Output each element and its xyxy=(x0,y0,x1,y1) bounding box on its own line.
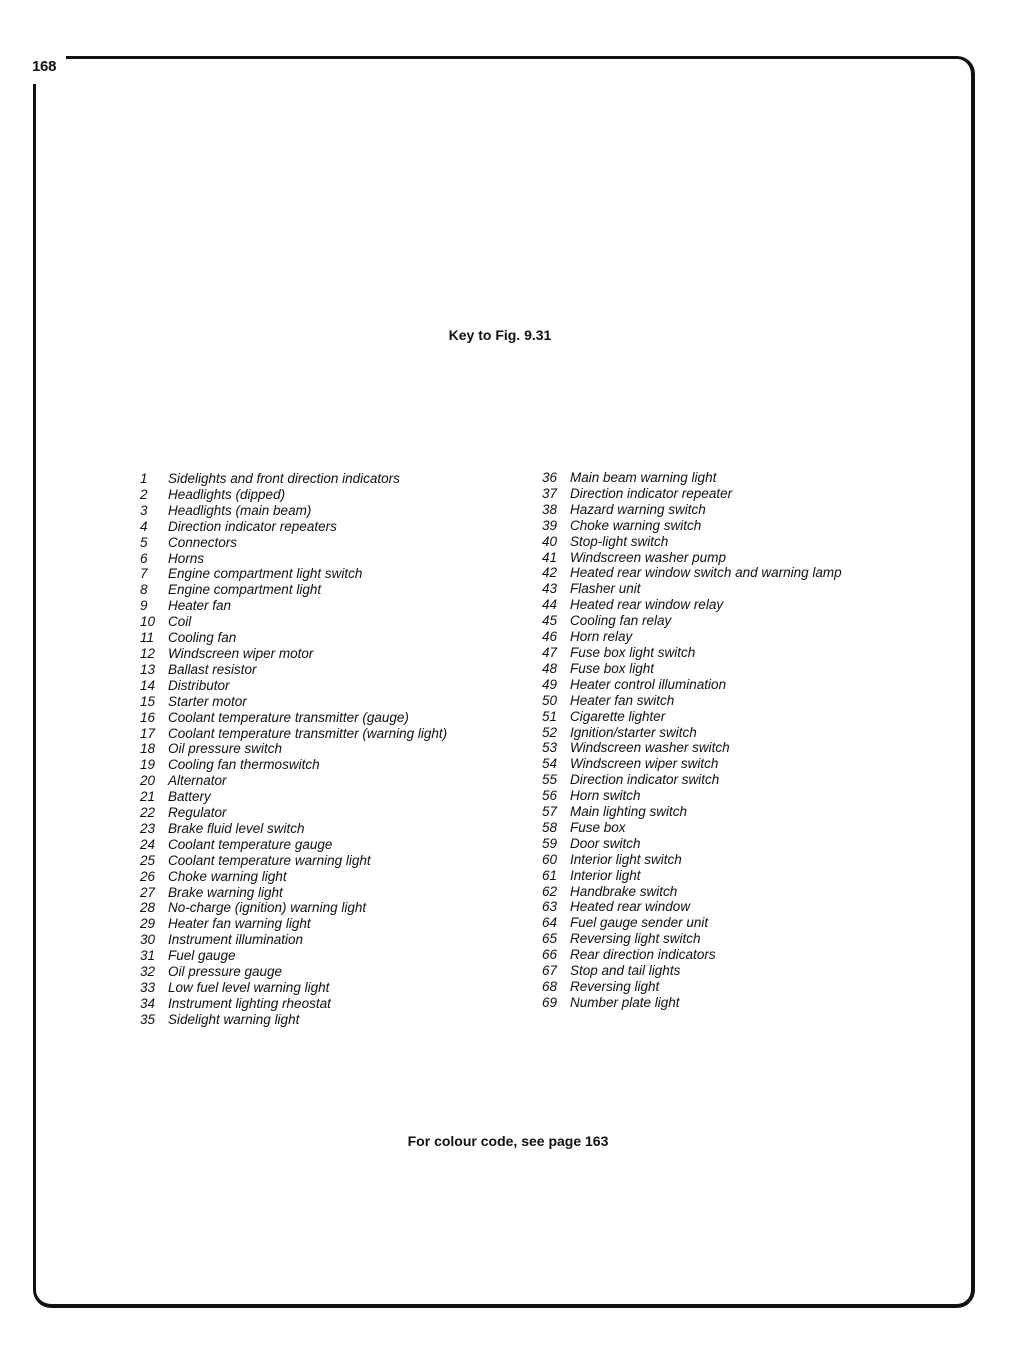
key-item-number: 59 xyxy=(542,835,558,851)
key-item-number: 13 xyxy=(140,661,156,677)
key-item xyxy=(140,598,447,614)
key-item xyxy=(140,900,447,916)
key-item-label: Interior light xyxy=(570,867,641,883)
key-item-number: 64 xyxy=(542,915,558,931)
key-item-number: 35 xyxy=(140,1011,156,1027)
key-item-number: 28 xyxy=(140,900,156,916)
key-item-number: 63 xyxy=(542,899,558,915)
key-item-number: 57 xyxy=(542,804,558,820)
key-item xyxy=(542,931,842,947)
key-item-number: 68 xyxy=(542,979,558,994)
key-item-label: Handbrake switch xyxy=(570,883,678,899)
key-item-number: 26 xyxy=(140,868,156,884)
key-item-label: Coolant temperature transmitter (gauge) xyxy=(168,709,409,725)
key-item-number: 53 xyxy=(542,740,558,756)
key-item-label: Fuel gauge sender unit xyxy=(570,915,709,931)
key-item xyxy=(542,645,842,661)
key-item xyxy=(542,772,842,788)
key-item xyxy=(542,804,842,820)
key-item xyxy=(542,565,842,581)
key-item-label: Cigarette lighter xyxy=(570,708,666,724)
key-item xyxy=(140,710,447,726)
key-item xyxy=(140,853,447,869)
key-item-label: Connectors xyxy=(168,534,238,550)
key-item-label: Oil pressure switch xyxy=(168,741,283,757)
key-item xyxy=(542,486,842,502)
key-item-number: 61 xyxy=(542,867,558,883)
key-item-number: 39 xyxy=(542,517,558,533)
key-item-label: Cooling fan xyxy=(168,630,237,646)
key-item-label: Horn relay xyxy=(570,629,633,645)
key-item-number: 22 xyxy=(140,805,156,821)
key-item xyxy=(542,613,842,629)
key-item-label: Windscreen washer switch xyxy=(570,740,730,756)
key-item xyxy=(542,852,842,868)
key-item xyxy=(140,948,447,964)
key-item xyxy=(140,916,447,932)
key-item-label: Rear direction indicators xyxy=(570,947,716,963)
key-item-label: Alternator xyxy=(168,773,227,789)
key-item xyxy=(140,566,447,582)
key-item-number: 9 xyxy=(140,598,148,614)
key-item-number: 20 xyxy=(140,773,156,789)
key-item-label: Horn switch xyxy=(570,788,641,804)
key-item xyxy=(140,503,447,519)
key-item-number: 60 xyxy=(542,851,558,867)
key-item xyxy=(140,519,447,535)
key-item xyxy=(542,947,842,963)
key-item xyxy=(140,757,447,773)
key-item-number: 45 xyxy=(542,613,558,629)
key-item xyxy=(140,646,447,662)
key-item-number: 58 xyxy=(542,819,558,835)
key-item-label: Instrument lighting rheostat xyxy=(168,995,331,1011)
key-list-right xyxy=(542,470,842,1011)
key-item xyxy=(140,1012,447,1028)
key-item-number: 51 xyxy=(542,708,558,724)
key-item xyxy=(140,980,447,996)
key-item-number: 52 xyxy=(542,724,558,740)
key-item-number: 18 xyxy=(140,741,156,757)
key-item-label: Coil xyxy=(168,614,192,630)
key-item xyxy=(140,869,447,885)
key-item-number: 7 xyxy=(140,566,148,582)
key-item-number: 10 xyxy=(140,614,156,630)
key-item-label: Direction indicator switch xyxy=(570,772,720,788)
key-item-number: 19 xyxy=(140,757,156,773)
key-item-label: Door switch xyxy=(570,835,641,851)
key-item-label: No-charge (ignition) warning light xyxy=(168,900,367,916)
key-item-number: 66 xyxy=(542,947,558,963)
key-item xyxy=(140,932,447,948)
key-item xyxy=(140,551,447,567)
key-item xyxy=(140,678,447,694)
key-item-number: 15 xyxy=(140,693,156,709)
key-item-label: Flasher unit xyxy=(570,581,641,597)
key-item-label: Engine compartment light xyxy=(168,582,322,598)
key-item-label: Low fuel level warning light xyxy=(168,980,330,995)
key-item-label: Brake fluid level switch xyxy=(168,820,305,836)
key-item-label: Coolant temperature transmitter (warning light) xyxy=(168,725,448,741)
key-item-number: 65 xyxy=(542,931,558,947)
key-item-label: Reversing light xyxy=(570,979,660,994)
key-item xyxy=(542,518,842,534)
key-item-label: Windscreen wiper motor xyxy=(168,645,314,661)
key-item-label: Battery xyxy=(168,789,211,805)
key-item xyxy=(140,535,447,551)
key-item-number: 69 xyxy=(542,994,558,1010)
key-item xyxy=(140,582,447,598)
key-item xyxy=(140,789,447,805)
key-item-number: 2 xyxy=(140,486,148,502)
key-item-label: Sidelights and front direction indicators xyxy=(168,471,400,486)
key-item-label: Oil pressure gauge xyxy=(168,964,283,980)
key-item xyxy=(542,820,842,836)
key-item-number: 32 xyxy=(140,964,156,980)
key-item-label: Interior light switch xyxy=(570,851,682,867)
key-item-label: Coolant temperature gauge xyxy=(168,836,333,852)
key-item xyxy=(140,821,447,837)
key-item-number: 1 xyxy=(140,471,148,486)
key-item-label: Headlights (dipped) xyxy=(168,486,286,502)
key-item-label: Cooling fan thermoswitch xyxy=(168,757,320,773)
key-item-label: Fuse box xyxy=(570,819,626,835)
key-item-number: 17 xyxy=(140,725,156,741)
key-item xyxy=(542,899,842,915)
key-item-label: Choke warning switch xyxy=(570,517,702,533)
page-number: 168 xyxy=(32,58,57,75)
key-item-number: 31 xyxy=(140,948,156,964)
key-item-label: Heater fan warning light xyxy=(168,916,311,932)
key-item-number: 5 xyxy=(140,534,148,550)
key-item-label: Choke warning light xyxy=(168,868,287,884)
key-item xyxy=(542,963,842,979)
key-item-number: 40 xyxy=(542,533,558,549)
key-item xyxy=(542,550,842,566)
key-item-number: 67 xyxy=(542,963,558,979)
key-item-label: Regulator xyxy=(168,805,227,821)
key-item xyxy=(542,915,842,931)
key-item xyxy=(140,471,447,487)
key-item-label: Fuel gauge xyxy=(168,948,236,964)
key-item xyxy=(542,581,842,597)
key-item-number: 27 xyxy=(140,884,156,900)
key-item-number: 3 xyxy=(140,502,148,518)
key-item xyxy=(140,662,447,678)
key-item-number: 37 xyxy=(542,485,558,501)
figure-key-title: Key to Fig. 9.31 xyxy=(448,327,552,343)
key-item-number: 42 xyxy=(542,565,558,581)
key-item-number: 55 xyxy=(542,772,558,788)
key-item-label: Heater fan xyxy=(168,598,232,614)
key-item-label: Cooling fan relay xyxy=(570,613,672,629)
key-item-label: Engine compartment light switch xyxy=(168,566,363,582)
key-item-label: Hazard warning switch xyxy=(570,501,706,517)
key-item-number: 49 xyxy=(542,676,558,692)
key-item-number: 34 xyxy=(140,995,156,1011)
key-item-label: Windscreen washer pump xyxy=(570,549,726,565)
key-item-label: Main beam warning light xyxy=(570,470,717,485)
key-item-number: 29 xyxy=(140,916,156,932)
key-item xyxy=(542,756,842,772)
key-item-number: 62 xyxy=(542,883,558,899)
key-item-number: 47 xyxy=(542,644,558,660)
key-item xyxy=(542,470,842,486)
key-item-label: Brake warning light xyxy=(168,884,283,900)
key-item xyxy=(140,726,447,742)
key-item-label: Windscreen wiper switch xyxy=(570,756,719,772)
key-item-number: 43 xyxy=(542,581,558,597)
key-item xyxy=(140,837,447,853)
key-item xyxy=(542,693,842,709)
key-item-number: 11 xyxy=(140,630,155,646)
key-item-label: Direction indicator repeater xyxy=(570,485,733,501)
key-item-label: Ignition/starter switch xyxy=(570,724,697,740)
key-item xyxy=(542,661,842,677)
key-item xyxy=(140,773,447,789)
key-item xyxy=(140,694,447,710)
key-item xyxy=(542,788,842,804)
key-item-number: 8 xyxy=(140,582,148,598)
key-item-label: Instrument illumination xyxy=(168,932,304,948)
key-item-number: 4 xyxy=(140,518,148,534)
key-item-number: 16 xyxy=(140,709,156,725)
key-item-number: 41 xyxy=(542,549,558,565)
key-item xyxy=(542,597,842,613)
key-item-number: 12 xyxy=(140,645,156,661)
key-item xyxy=(542,629,842,645)
key-item xyxy=(542,979,842,995)
key-item-label: Distributor xyxy=(168,677,230,693)
key-item-number: 50 xyxy=(542,692,558,708)
key-item-label: Sidelight warning light xyxy=(168,1011,300,1027)
key-item-number: 56 xyxy=(542,788,558,804)
key-item xyxy=(140,741,447,757)
key-item-label: Main lighting switch xyxy=(570,804,688,820)
key-item-label: Coolant temperature warning light xyxy=(168,852,371,868)
key-item-number: 23 xyxy=(140,820,156,836)
key-item xyxy=(542,995,842,1011)
key-item-number: 14 xyxy=(140,677,156,693)
key-item-label: Heater fan switch xyxy=(570,692,675,708)
key-item-label: Heated rear window xyxy=(570,899,691,915)
key-item xyxy=(140,630,447,646)
key-item-number: 6 xyxy=(140,550,148,566)
key-item-number: 48 xyxy=(542,660,558,676)
key-item-number: 36 xyxy=(542,470,558,485)
key-item-label: Direction indicator repeaters xyxy=(168,518,337,534)
key-item xyxy=(140,996,447,1012)
key-item-number: 38 xyxy=(542,501,558,517)
key-item-label: Stop and tail lights xyxy=(570,963,681,979)
key-item-number: 25 xyxy=(140,852,156,868)
key-item-label: Heated rear window switch and warning lamp xyxy=(570,565,842,581)
key-item-label: Ballast resistor xyxy=(168,661,257,677)
key-item-number: 21 xyxy=(140,789,156,805)
key-item xyxy=(140,614,447,630)
key-item xyxy=(140,885,447,901)
key-item xyxy=(542,709,842,725)
key-item-label: Heated rear window relay xyxy=(570,597,724,613)
colour-code-note: For colour code, see page 163 xyxy=(407,1133,609,1149)
key-item-number: 46 xyxy=(542,629,558,645)
key-item-number: 33 xyxy=(140,980,156,995)
key-item-number: 30 xyxy=(140,932,156,948)
key-item xyxy=(140,487,447,503)
key-item-label: Fuse box light switch xyxy=(570,644,696,660)
key-item-number: 44 xyxy=(542,597,558,613)
key-item xyxy=(542,502,842,518)
key-item xyxy=(140,964,447,980)
key-item xyxy=(140,805,447,821)
key-item-label: Stop-light switch xyxy=(570,533,669,549)
key-item-number: 24 xyxy=(140,836,156,852)
key-item xyxy=(542,677,842,693)
key-list-left xyxy=(140,471,447,1028)
key-item xyxy=(542,884,842,900)
key-item xyxy=(542,836,842,852)
key-item-label: Horns xyxy=(168,550,205,566)
key-item-label: Fuse box light xyxy=(570,660,655,676)
key-item-label: Reversing light switch xyxy=(570,931,701,947)
key-item-label: Number plate light xyxy=(570,994,680,1010)
key-item-label: Starter motor xyxy=(168,693,247,709)
key-item xyxy=(542,740,842,756)
key-item-label: Heater control illumination xyxy=(570,676,727,692)
key-item xyxy=(542,725,842,741)
key-item-number: 54 xyxy=(542,756,558,772)
key-item xyxy=(542,534,842,550)
key-item-label: Headlights (main beam) xyxy=(168,502,312,518)
key-item xyxy=(542,868,842,884)
